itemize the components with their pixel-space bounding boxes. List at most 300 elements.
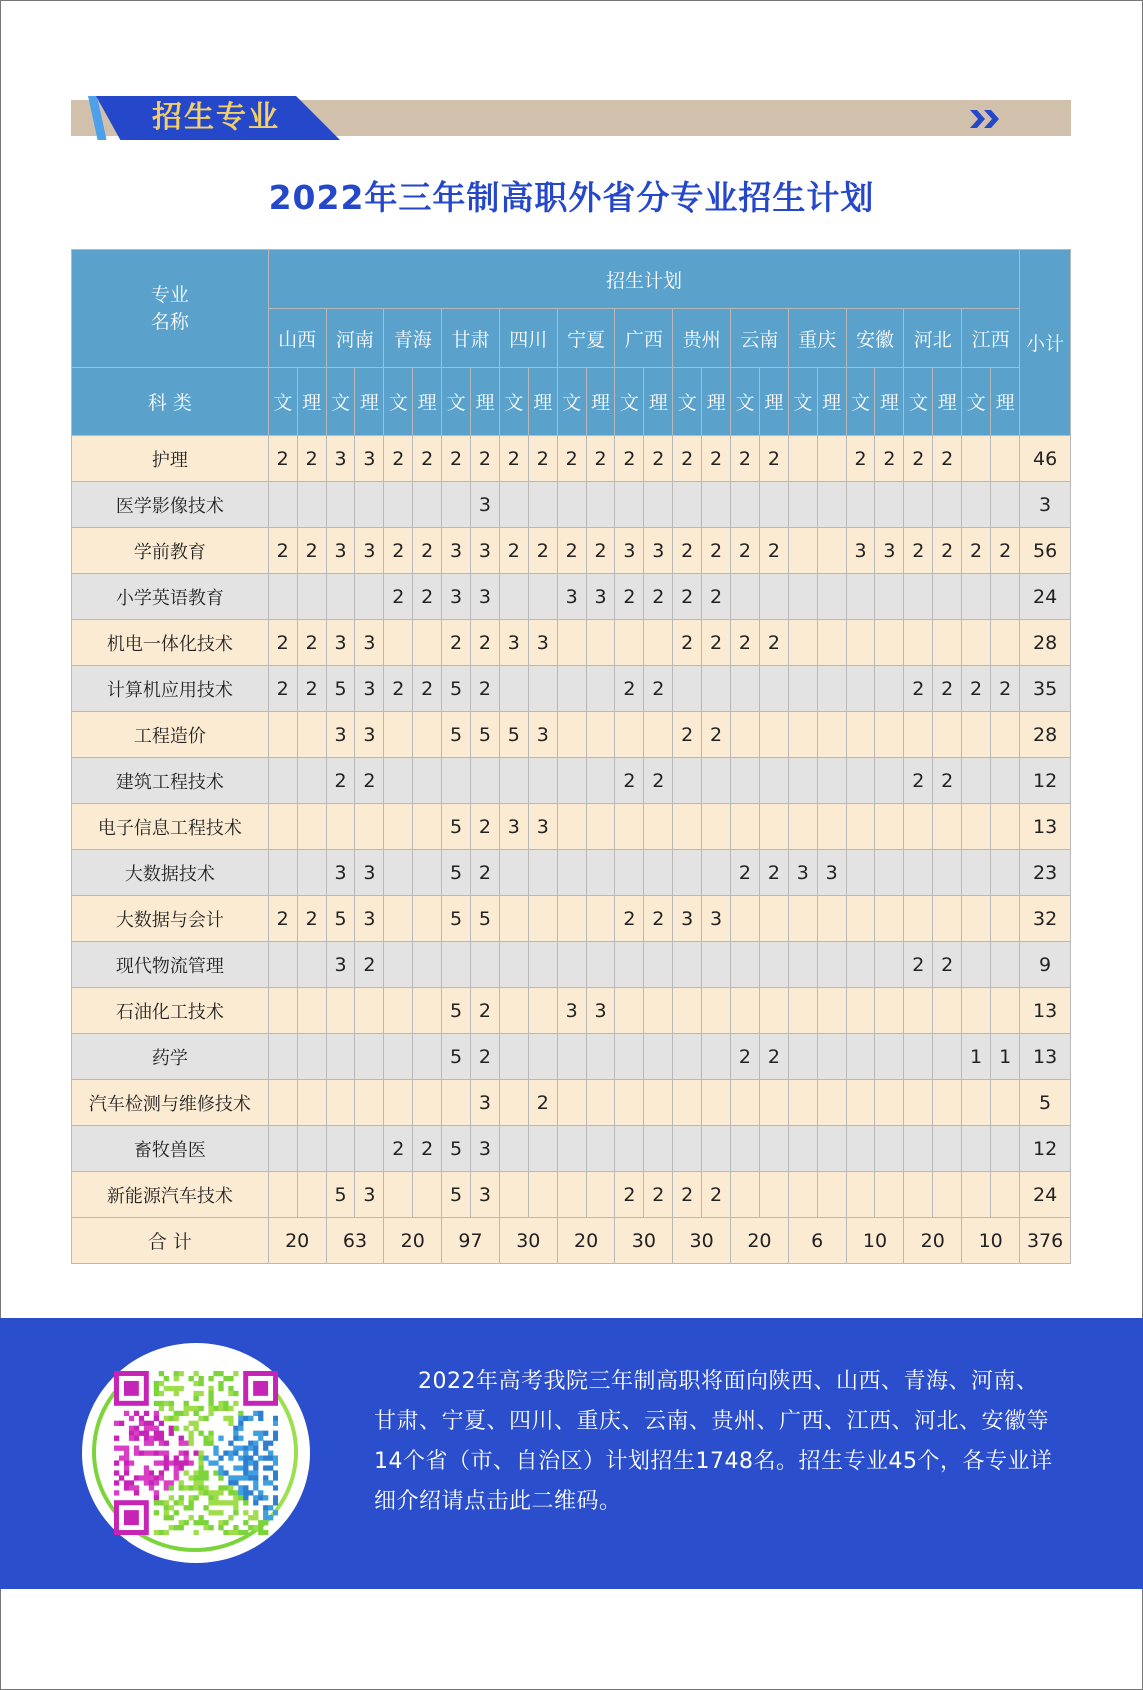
major-name-header-line: 专业: [150, 283, 189, 306]
quota-cell: [904, 1172, 933, 1218]
quota-cell: [991, 850, 1020, 896]
quota-cell: [557, 620, 586, 666]
quota-cell: [268, 574, 297, 620]
quota-cell: 3: [673, 896, 702, 942]
quota-cell: [759, 574, 788, 620]
quota-cell: [586, 1034, 615, 1080]
row-subtotal-cell: 12: [1020, 1126, 1071, 1172]
quota-cell: [991, 574, 1020, 620]
row-subtotal-cell: 28: [1020, 712, 1071, 758]
quota-cell: [384, 1080, 413, 1126]
table-row: [72, 1034, 1071, 1080]
quota-cell: [673, 758, 702, 804]
quota-cell: [673, 850, 702, 896]
quota-cell: 5: [442, 666, 471, 712]
row-subtotal-cell: 9: [1020, 942, 1071, 988]
quota-cell: 2: [413, 1126, 442, 1172]
quota-cell: [788, 1034, 817, 1080]
table-row: [72, 988, 1071, 1034]
quota-cell: [384, 850, 413, 896]
quota-cell: 2: [991, 666, 1020, 712]
quota-cell: 2: [615, 436, 644, 482]
quota-cell: 2: [644, 1172, 673, 1218]
quota-cell: 2: [413, 666, 442, 712]
quota-cell: 3: [355, 436, 384, 482]
track-header-wen: 文: [557, 368, 586, 436]
quota-cell: [875, 942, 904, 988]
quota-cell: 2: [586, 528, 615, 574]
quota-cell: [499, 988, 528, 1034]
row-subtotal-cell: 13: [1020, 804, 1071, 850]
quota-cell: [297, 1034, 326, 1080]
quota-cell: 2: [702, 620, 731, 666]
quota-cell: [413, 988, 442, 1034]
quota-cell: [875, 758, 904, 804]
quota-cell: [586, 482, 615, 528]
quota-cell: [644, 988, 673, 1034]
quota-cell: [384, 758, 413, 804]
quota-cell: [788, 758, 817, 804]
quota-cell: 5: [471, 896, 500, 942]
quota-cell: 5: [442, 712, 471, 758]
quota-cell: [991, 942, 1020, 988]
quota-cell: 1: [991, 1034, 1020, 1080]
quota-cell: [557, 896, 586, 942]
quota-cell: [442, 1080, 471, 1126]
quota-cell: [962, 850, 991, 896]
row-subtotal-cell: 23: [1020, 850, 1071, 896]
quota-cell: [586, 896, 615, 942]
quota-cell: [875, 482, 904, 528]
quota-cell: 3: [702, 896, 731, 942]
quota-cell: 2: [731, 620, 760, 666]
quota-cell: [991, 896, 1020, 942]
quota-cell: [846, 804, 875, 850]
major-name-cell: 小学英语教育: [72, 574, 269, 620]
major-name-cell: 药学: [72, 1034, 269, 1080]
track-header-wen: 文: [326, 368, 355, 436]
quota-cell: 3: [528, 620, 557, 666]
province-header: 重庆: [788, 309, 846, 368]
quota-cell: [673, 1080, 702, 1126]
quota-cell: 2: [384, 1126, 413, 1172]
quota-cell: [528, 1172, 557, 1218]
quota-cell: [846, 1126, 875, 1172]
major-name-cell: 大数据与会计: [72, 896, 269, 942]
province-total-cell: 63: [326, 1218, 384, 1264]
quota-cell: [817, 988, 846, 1034]
quota-cell: [297, 1126, 326, 1172]
enrollment-plan-table: [71, 249, 1071, 1264]
row-subtotal-cell: 12: [1020, 758, 1071, 804]
quota-cell: [644, 482, 673, 528]
quota-cell: 3: [499, 804, 528, 850]
quota-cell: [759, 988, 788, 1034]
quota-cell: 3: [355, 712, 384, 758]
quota-cell: 2: [759, 850, 788, 896]
province-total-cell: 30: [673, 1218, 731, 1264]
quota-cell: 3: [471, 482, 500, 528]
quota-cell: [817, 1172, 846, 1218]
quota-cell: [528, 574, 557, 620]
quota-cell: [991, 482, 1020, 528]
quota-cell: 2: [557, 528, 586, 574]
quota-cell: [817, 712, 846, 758]
quota-cell: [297, 850, 326, 896]
quota-cell: [759, 1172, 788, 1218]
quota-cell: [933, 620, 962, 666]
quota-cell: 2: [297, 620, 326, 666]
quota-cell: [673, 666, 702, 712]
quota-cell: [817, 1034, 846, 1080]
quota-cell: [702, 850, 731, 896]
table-row: [72, 804, 1071, 850]
quota-cell: [933, 1034, 962, 1080]
quota-cell: [586, 1172, 615, 1218]
quota-cell: [788, 482, 817, 528]
quota-cell: 2: [644, 896, 673, 942]
quota-cell: 3: [471, 528, 500, 574]
row-subtotal-cell: 28: [1020, 620, 1071, 666]
quota-cell: [528, 482, 557, 528]
quota-cell: [817, 758, 846, 804]
track-header-li: 理: [528, 368, 557, 436]
quota-cell: [586, 666, 615, 712]
quota-cell: [875, 620, 904, 666]
quota-cell: [991, 1080, 1020, 1126]
track-header-li: 理: [991, 368, 1020, 436]
major-name-cell: 医学影像技术: [72, 482, 269, 528]
quota-cell: [644, 1080, 673, 1126]
row-subtotal-cell: 13: [1020, 988, 1071, 1034]
quota-cell: [586, 942, 615, 988]
quota-cell: 2: [962, 666, 991, 712]
quota-cell: [268, 942, 297, 988]
quota-cell: [297, 482, 326, 528]
quota-cell: [875, 1080, 904, 1126]
major-name-cell: 学前教育: [72, 528, 269, 574]
major-name-header: [72, 250, 269, 368]
quota-cell: 2: [759, 528, 788, 574]
major-name-cell: 现代物流管理: [72, 942, 269, 988]
table-row: [72, 896, 1071, 942]
track-header-li: 理: [644, 368, 673, 436]
quota-cell: [528, 896, 557, 942]
quota-cell: [499, 850, 528, 896]
quota-cell: [268, 482, 297, 528]
quota-cell: [788, 666, 817, 712]
quota-cell: 3: [471, 1126, 500, 1172]
quota-cell: [788, 574, 817, 620]
track-header-wen: 文: [499, 368, 528, 436]
province-total-cell: 97: [442, 1218, 500, 1264]
row-subtotal-cell: 24: [1020, 1172, 1071, 1218]
province-total-cell: 20: [904, 1218, 962, 1264]
quota-cell: 5: [442, 1034, 471, 1080]
quota-cell: [817, 666, 846, 712]
quota-cell: 2: [471, 666, 500, 712]
quota-cell: [528, 666, 557, 712]
track-header-li: 理: [875, 368, 904, 436]
quota-cell: 3: [615, 528, 644, 574]
quota-cell: [384, 804, 413, 850]
quota-cell: 5: [442, 804, 471, 850]
quota-cell: [933, 1126, 962, 1172]
quota-cell: [731, 666, 760, 712]
quota-cell: 2: [933, 942, 962, 988]
track-header-wen: 文: [846, 368, 875, 436]
quota-cell: [904, 1126, 933, 1172]
quota-cell: 3: [355, 896, 384, 942]
total-row: [72, 1218, 1071, 1264]
quota-cell: 2: [846, 436, 875, 482]
quota-cell: [962, 712, 991, 758]
quota-cell: [268, 1080, 297, 1126]
quota-cell: [788, 712, 817, 758]
quota-cell: [846, 850, 875, 896]
track-header-li: 理: [702, 368, 731, 436]
quota-cell: [904, 896, 933, 942]
grand-total-cell: 376: [1020, 1218, 1071, 1264]
province-total-cell: 20: [384, 1218, 442, 1264]
info-text: 2022年高考我院三年制高职将面向陕西、山西、青海、河南、甘肃、宁夏、四川、重庆、云南、贵州、广西、江西、河北、安徽等14个省（市、自治区）计划招生1748名。招生专业45个，各专业详细介绍请点击此二维码。: [374, 1369, 1053, 1514]
quota-cell: 5: [442, 988, 471, 1034]
quota-cell: [702, 1034, 731, 1080]
quota-cell: [846, 666, 875, 712]
quota-cell: [326, 574, 355, 620]
quota-cell: 2: [904, 758, 933, 804]
track-header-wen: 文: [442, 368, 471, 436]
quota-cell: [268, 758, 297, 804]
quota-cell: [442, 942, 471, 988]
quota-cell: 2: [673, 436, 702, 482]
quota-cell: 2: [499, 436, 528, 482]
quota-cell: 2: [904, 436, 933, 482]
quota-cell: [268, 988, 297, 1034]
quota-cell: 3: [557, 574, 586, 620]
quota-cell: [991, 1172, 1020, 1218]
major-name-cell: 护理: [72, 436, 269, 482]
quota-cell: [759, 896, 788, 942]
quota-cell: [846, 988, 875, 1034]
quota-cell: 2: [471, 620, 500, 666]
quota-cell: [904, 1034, 933, 1080]
quota-cell: [297, 712, 326, 758]
qr-code-icon[interactable]: [114, 1371, 278, 1535]
quota-cell: [644, 942, 673, 988]
quota-cell: [499, 896, 528, 942]
quota-cell: 2: [355, 942, 384, 988]
quota-cell: 5: [442, 896, 471, 942]
row-subtotal-cell: 13: [1020, 1034, 1071, 1080]
quota-cell: [702, 988, 731, 1034]
total-label-cell: 合 计: [72, 1218, 269, 1264]
quota-cell: [557, 1034, 586, 1080]
quota-cell: 3: [817, 850, 846, 896]
quota-cell: 2: [933, 666, 962, 712]
quota-cell: [933, 804, 962, 850]
quota-cell: [875, 850, 904, 896]
quota-cell: [817, 574, 846, 620]
quota-cell: 2: [615, 896, 644, 942]
quota-cell: [413, 1034, 442, 1080]
quota-cell: [817, 942, 846, 988]
quota-cell: 3: [875, 528, 904, 574]
quota-cell: [846, 620, 875, 666]
quota-cell: 3: [326, 528, 355, 574]
quota-cell: [413, 942, 442, 988]
quota-cell: [268, 712, 297, 758]
quota-cell: [355, 1034, 384, 1080]
quota-cell: [355, 574, 384, 620]
quota-cell: [297, 574, 326, 620]
quota-cell: [731, 712, 760, 758]
quota-cell: 2: [644, 574, 673, 620]
table-row: [72, 1126, 1071, 1172]
quota-cell: 2: [759, 1034, 788, 1080]
quota-cell: 2: [615, 666, 644, 712]
quota-cell: [702, 666, 731, 712]
quota-cell: 2: [933, 528, 962, 574]
quota-cell: [788, 1172, 817, 1218]
quota-cell: 2: [644, 666, 673, 712]
quota-cell: 3: [442, 528, 471, 574]
quota-cell: [759, 942, 788, 988]
quota-cell: 2: [268, 436, 297, 482]
quota-cell: 2: [673, 712, 702, 758]
quota-cell: [384, 942, 413, 988]
quota-cell: 2: [326, 758, 355, 804]
quota-cell: [557, 850, 586, 896]
province-header: 甘肃: [442, 309, 500, 368]
quota-cell: 3: [528, 712, 557, 758]
quota-cell: 2: [413, 528, 442, 574]
quota-cell: 2: [759, 436, 788, 482]
table-row: [72, 942, 1071, 988]
quota-cell: [875, 666, 904, 712]
quota-cell: 3: [586, 574, 615, 620]
quota-cell: [731, 942, 760, 988]
quota-cell: [557, 1126, 586, 1172]
quota-cell: 2: [297, 528, 326, 574]
province-header: 四川: [499, 309, 557, 368]
quota-cell: [875, 804, 904, 850]
quota-cell: [731, 574, 760, 620]
track-header-wen: 文: [268, 368, 297, 436]
quota-cell: 3: [355, 666, 384, 712]
quota-cell: 2: [297, 896, 326, 942]
quota-cell: [413, 1080, 442, 1126]
table-row: [72, 850, 1071, 896]
quota-cell: [413, 896, 442, 942]
quota-cell: [615, 1034, 644, 1080]
quota-cell: 3: [644, 528, 673, 574]
province-total-cell: 30: [615, 1218, 673, 1264]
quota-cell: [384, 1172, 413, 1218]
province-header: 宁夏: [557, 309, 615, 368]
quota-cell: [788, 988, 817, 1034]
quota-cell: [355, 804, 384, 850]
quota-cell: 2: [759, 620, 788, 666]
province-header: 安徽: [846, 309, 904, 368]
quota-cell: [413, 804, 442, 850]
quota-cell: [731, 1172, 760, 1218]
quota-cell: [326, 804, 355, 850]
quota-cell: [731, 482, 760, 528]
quota-cell: 3: [326, 942, 355, 988]
quota-cell: [528, 758, 557, 804]
quota-cell: [991, 620, 1020, 666]
quota-cell: [442, 758, 471, 804]
province-total-cell: 20: [731, 1218, 789, 1264]
track-header-li: 理: [586, 368, 615, 436]
quota-cell: 3: [442, 574, 471, 620]
quota-cell: [297, 1080, 326, 1126]
quota-cell: 5: [442, 850, 471, 896]
track-header-li: 理: [759, 368, 788, 436]
quota-cell: [702, 1126, 731, 1172]
quota-cell: [991, 988, 1020, 1034]
quota-cell: [788, 1126, 817, 1172]
quota-cell: [644, 1126, 673, 1172]
quota-cell: 2: [586, 436, 615, 482]
quota-cell: [904, 712, 933, 758]
quota-cell: [499, 942, 528, 988]
quota-cell: 3: [788, 850, 817, 896]
quota-cell: [875, 896, 904, 942]
quota-cell: [673, 942, 702, 988]
quota-cell: [846, 1034, 875, 1080]
table-row: [72, 436, 1071, 482]
quota-cell: 2: [528, 528, 557, 574]
quota-cell: [586, 620, 615, 666]
quota-cell: 3: [557, 988, 586, 1034]
quota-cell: [615, 850, 644, 896]
province-header: 江西: [962, 309, 1020, 368]
quota-cell: 2: [731, 436, 760, 482]
quota-cell: [759, 758, 788, 804]
quota-cell: [557, 804, 586, 850]
quota-cell: 2: [615, 574, 644, 620]
province-header: 云南: [731, 309, 789, 368]
quota-cell: 2: [384, 574, 413, 620]
quota-cell: [962, 1172, 991, 1218]
quota-cell: [586, 758, 615, 804]
quota-cell: [759, 482, 788, 528]
quota-cell: [297, 942, 326, 988]
quota-cell: 2: [442, 436, 471, 482]
quota-cell: [355, 1080, 384, 1126]
quota-cell: [702, 804, 731, 850]
track-header-wen: 文: [673, 368, 702, 436]
quota-cell: [499, 1080, 528, 1126]
quota-cell: 2: [471, 804, 500, 850]
quota-cell: [644, 620, 673, 666]
quota-cell: [557, 1172, 586, 1218]
quota-cell: [413, 620, 442, 666]
subtotal-header: 小计: [1020, 250, 1071, 436]
quota-cell: 2: [673, 620, 702, 666]
quota-cell: 3: [355, 620, 384, 666]
quota-cell: [557, 942, 586, 988]
quota-cell: [615, 620, 644, 666]
quota-cell: 2: [933, 436, 962, 482]
table-row: [72, 712, 1071, 758]
quota-cell: [557, 712, 586, 758]
quota-cell: 2: [962, 528, 991, 574]
quota-cell: [933, 482, 962, 528]
quota-cell: [615, 482, 644, 528]
